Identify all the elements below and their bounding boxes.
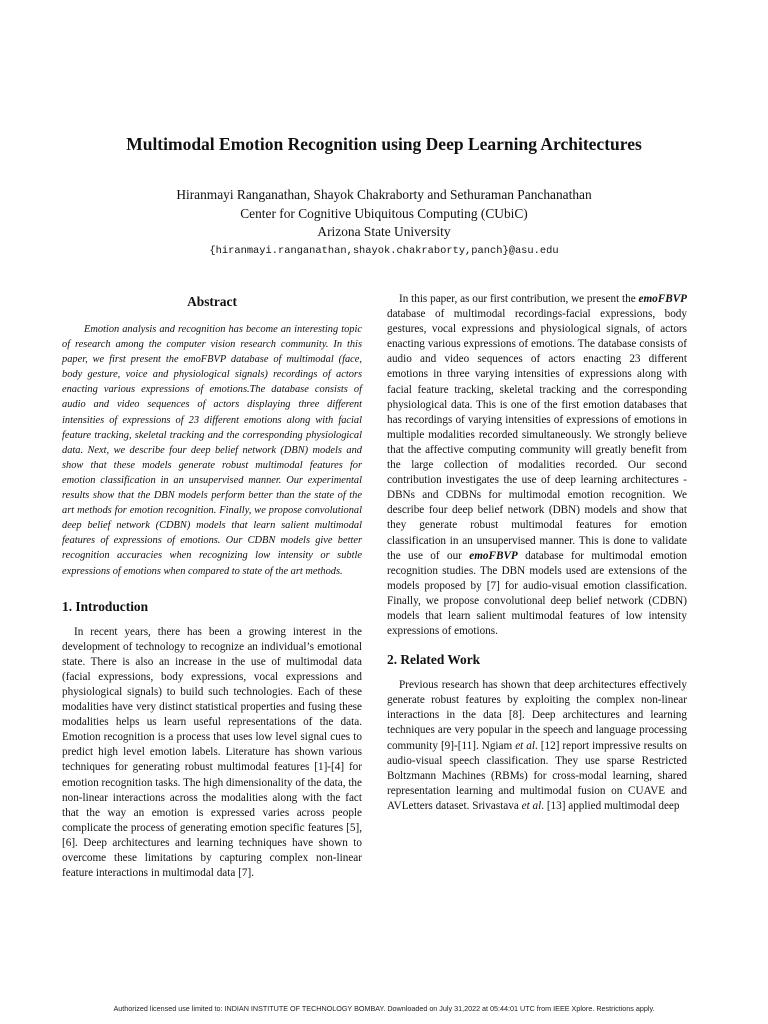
paper-title: Multimodal Emotion Recognition using Deep Learning Architectures: [126, 134, 642, 154]
introduction-paragraph-2: In this paper, as our first contribution, we present the emoFBVP database of multimodal recordings-facial expressions, body gestures, vocal expressions and physiological signals, of actors enacting various expressions of emotions. The database consists of audio and video sequences of actors enacting 23 different emotions in three varying intensities of expressions along with facial feature tracking, skeletal tracking and the corresponding physiological data. This is one of the first emotion databases that has recordings of varying intensities of expressions of emotions in multiple modalities recorded simultaneously. We strongly believe that the affective computing community will greatly benefit from the large collection of modalities recorded. Our second contribution investigates the use of deep learning architectures - DBNs and CDBNs for multimodal emotion recognition. We describe four deep belief network (DBN) models and show that they generate robust multimodal features for emotion classification in an unsupervised manner. This is done to validate the use of our emoFBVP database for multimodal emotion recognition studies. The DBN models used are extensions of the models proposed by [7] for audio-visual emotion classification. Finally, we propose convolutional deep belief network (CDBN) models that learn salient multimodal features of low intensity expressions of emotions.: [387, 293, 687, 638]
database-name: emoFBVP: [638, 293, 687, 305]
author-email: {hiranmayi.ranganathan,shayok.chakraborty,panch}@asu.edu: [209, 244, 559, 257]
related-work-heading: 2. Related Work: [387, 652, 481, 668]
database-name: emoFBVP: [469, 549, 518, 562]
author-institution: Arizona State University: [317, 224, 451, 239]
related-work-paragraph-1: Previous research has shown that deep architectures effectively generate robust features by exploiting the complex non-linear interactions in the data [8]. Deep architectures and learning techniques are very popular in the speech and language processing community [9]-[11]. Ngiam et al. [12] report impressive results on audio-visual speech classification. They use sparse Restricted Boltzmann Machines (RBMs) for cross-modal learning, shared representation learning and multimodal fusion on CUAVE and AVLetters dataset. Srivastava et al. [13] applied multimodal deep: [387, 679, 687, 812]
license-footer: Authorized licensed use limited to: INDIAN INSTITUTE OF TECHNOLOGY BOMBAY. Downloaded on July 31,2022 at 05:44:01 UTC from IEEE Xplore. Restrictions apply.: [113, 1004, 655, 1013]
abstract-text: Emotion analysis and recognition has become an interesting topic of research among the computer vision research community. In this paper, we first present the emoFBVP database of multimodal (face, body gesture, voice and physiological signals) recordings of actors enacting various expressions of emotions.The database consists of audio and video sequences of actors displaying three different intensities of expressions of 23 different emotions along with facial feature tracking, skeletal tracking and the corresponding physiological data. Next, we describe four deep belief network (DBN) models and show that these models generate robust multimodal features for emotion classification in an unsupervised manner. Our experimental results show that the DBN models perform better than the state of the art methods for emotion recognition. Finally, we propose convolutional deep belief network (CDBN) models that learn salient multimodal features of expressions of emotions. Our CDBN models give better recognition accuracies when recognizing low intensity or subtle expressions of emotions when compared to state of the art methods.: [62, 324, 362, 577]
right-column: [387, 292, 687, 814]
author-block: [0, 186, 768, 260]
abstract-heading: Abstract: [187, 294, 237, 309]
author-names: Hiranmayi Ranganathan, Shayok Chakraborty and Sethuraman Panchanathan: [176, 187, 592, 202]
introduction-paragraph-1: In recent years, there has been a growing interest in the development of technology to recognize an individual’s emotional state. There is also an increase in the use of multimodal data (facial expressions, body expressions, vocal expressions and physiological signals) to build such technologies. Each of these modalities have very distinct statistical properties and fusing these modalities helps us learn useful representations of the data. Emotion recognition is a process that uses low level signal cues to predict high level emotion labels. Literature has shown various techniques for generating robust multimodal features [1]-[4] for emotion recognition tasks. The high dimensionality of the data, the non-linear interactions across the modalities along with the fact that the way an emotion is expressed varies across people complicate the process of generating emotion specific features [5],[6]. Deep architectures and learning techniques have shown to overcome these limitations by capturing complex non-linear feature interactions in multimodal data [7].: [62, 625, 362, 880]
abstract-body: [62, 322, 362, 579]
left-column: [62, 293, 362, 881]
author-affiliation: Center for Cognitive Ubiquitous Computing (CUbiC): [240, 205, 528, 221]
introduction-heading: 1. Introduction: [62, 598, 149, 614]
